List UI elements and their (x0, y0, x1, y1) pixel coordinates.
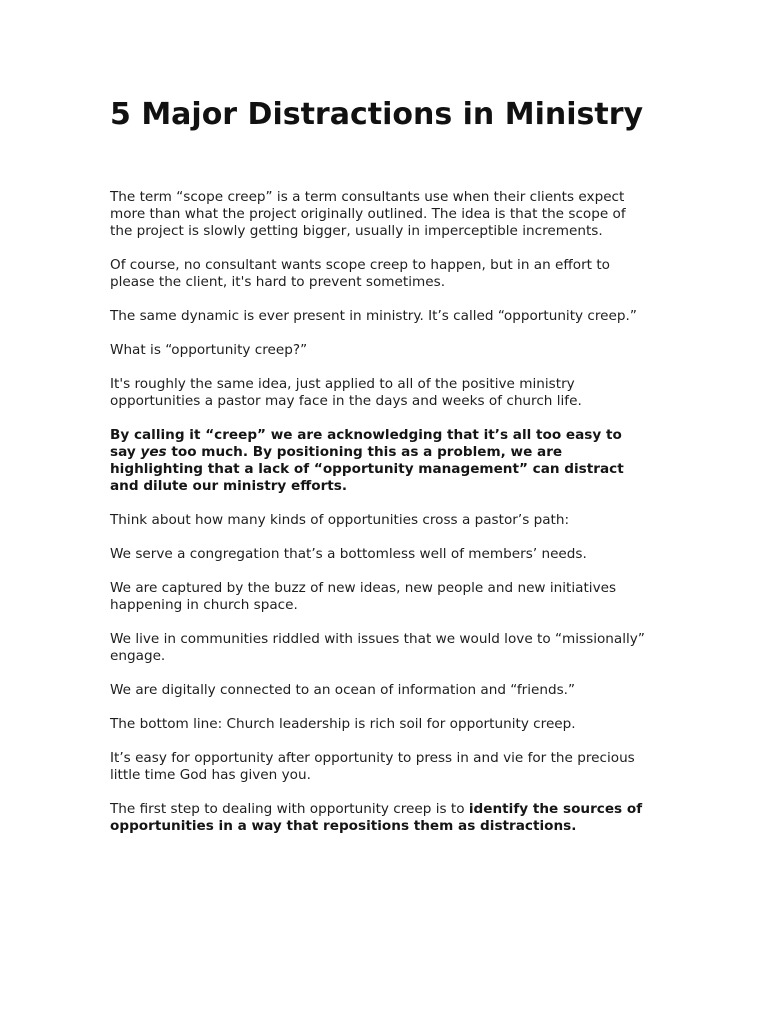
paragraph-digitally: We are digitally connected to an ocean of information and “friends.” (110, 682, 576, 698)
paragraph-consultant: Of course, no consultant wants scope creep to happen, but in an effort to please the client, it's hard to prevent sometimes. (110, 257, 610, 290)
paragraph-calling-it-creep-part1: By calling it “creep” we are acknowledging that it’s all too easy to say (110, 427, 622, 460)
paragraph-easy: It’s easy for opportunity after opportunity to press in and vie for the precious little time God has given you. (110, 750, 635, 783)
paragraph-calling-it-creep (110, 427, 650, 495)
paragraph-bottom-line: The bottom line: Church leadership is rich soil for opportunity creep. (110, 716, 576, 732)
paragraph-first-step-normal: The first step to dealing with opportunity creep is to (110, 801, 469, 817)
paragraph-congregation: We serve a congregation that’s a bottomless well of members’ needs. (110, 546, 587, 562)
emphasis-yes: yes (140, 444, 167, 460)
paragraph-scope-creep: The term “scope creep” is a term consultants use when their clients expect more than what the project originally outlined. The idea is that the scope of the project is slowly getting bigger, usually in imperceptible increments. (110, 189, 626, 239)
paragraph-first-step (110, 801, 650, 835)
paragraph-communities: We live in communities riddled with issues that we would love to “missionally” engage. (110, 631, 645, 664)
document-page (110, 95, 650, 852)
paragraph-same-dynamic: The same dynamic is ever present in ministry. It’s called “opportunity creep.” (110, 308, 637, 324)
paragraph-question: What is “opportunity creep?” (110, 342, 308, 358)
paragraph-captured: We are captured by the buzz of new ideas, new people and new initiatives happening in church space. (110, 580, 617, 613)
paragraph-first-step-bold: identify the sources of opportunities in a way that repositions them as distractions. (110, 801, 643, 834)
paragraph-think-about: Think about how many kinds of opportunities cross a pastor’s path: (110, 512, 570, 528)
paragraph-calling-it-creep-part2: too much. By positioning this as a problem, we are highlighting that a lack of “opportunity management” can distract and dilute our ministry efforts. (110, 444, 624, 494)
paragraph-same-idea: It's roughly the same idea, just applied to all of the positive ministry opportunities a pastor may face in the days and weeks of church life. (110, 376, 582, 409)
document-title: 5 Major Distractions in Ministry (110, 97, 644, 132)
